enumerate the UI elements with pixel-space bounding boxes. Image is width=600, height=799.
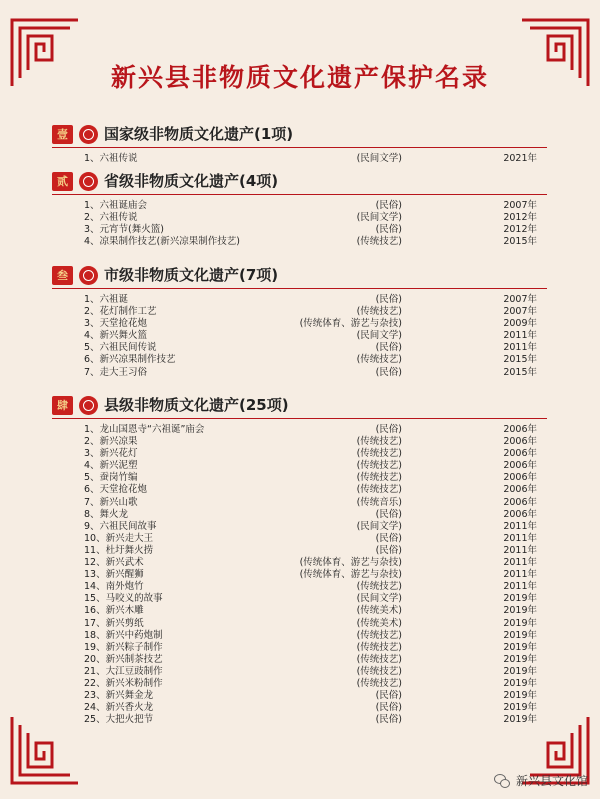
item-category: (民间文学) (356, 153, 402, 164)
item-category: (传统技艺) (356, 665, 402, 677)
item-name: 19、新兴粽子制作 (84, 641, 163, 653)
item-year: 2006年 (503, 508, 537, 520)
list-item (52, 702, 547, 714)
item-name: 2、花灯制作工艺 (84, 306, 157, 318)
list-item (52, 306, 547, 318)
item-category: (民俗) (375, 224, 402, 236)
item-category: (传统体育、游艺与杂技) (299, 569, 402, 581)
item-name: 8、舞火龙 (84, 508, 129, 520)
heritage-logo-icon (79, 172, 98, 191)
item-category: (传统技艺) (356, 436, 402, 448)
list-item (52, 330, 547, 342)
item-name: 1、龙山国恩寺“六祖诞”庙会 (84, 424, 205, 435)
item-name: 6、新兴凉果制作技艺 (84, 354, 176, 366)
item-category: (传统音乐) (356, 496, 402, 508)
item-category: (民俗) (375, 532, 402, 544)
list-item (52, 497, 547, 509)
item-category: (民俗) (375, 294, 402, 305)
item-year: 2006年 (503, 448, 537, 460)
item-year: 2006年 (503, 484, 537, 496)
item-name: 18、新兴中药炮制 (84, 629, 163, 641)
item-category: (传统技艺) (356, 354, 402, 366)
item-year: 2011年 (503, 557, 537, 569)
list-item (52, 294, 547, 306)
list-item (52, 354, 547, 366)
item-name: 13、新兴醒狮 (84, 569, 144, 581)
item-category: (民俗) (375, 342, 402, 354)
item-list (52, 153, 547, 165)
item-year: 2019年 (503, 629, 537, 641)
item-category: (传统技艺) (356, 677, 402, 689)
item-category: (传统技艺) (356, 236, 402, 248)
item-name: 17、新兴剪纸 (84, 617, 144, 629)
item-name: 4、新兴泥塑 (84, 460, 138, 472)
item-year: 2011年 (503, 569, 537, 581)
list-item (52, 690, 547, 702)
section-header (52, 172, 547, 195)
item-year: 2007年 (503, 294, 537, 305)
item-year: 2011年 (503, 330, 537, 342)
list-item (52, 678, 547, 690)
item-year: 2019年 (503, 665, 537, 677)
item-name: 3、元宵节(舞火篮) (84, 224, 164, 236)
item-category: (传统技艺) (356, 581, 402, 593)
item-year: 2015年 (503, 366, 537, 378)
item-category: (传统技艺) (356, 448, 402, 460)
item-name: 1、六祖传说 (84, 153, 138, 164)
item-year: 2019年 (503, 641, 537, 653)
item-year: 2012年 (503, 212, 537, 224)
item-year: 2012年 (503, 224, 537, 236)
list-item (52, 424, 547, 436)
item-name: 20、新兴制茶技艺 (84, 653, 163, 665)
item-year: 2011年 (503, 342, 537, 354)
item-year: 2009年 (503, 318, 537, 330)
list-item (52, 557, 547, 569)
heritage-logo-icon (79, 266, 98, 285)
section-title: 市级非物质文化遗产(7项) (104, 266, 279, 284)
item-category: (民俗) (375, 366, 402, 378)
item-year: 2019年 (503, 690, 537, 702)
item-list (52, 424, 547, 726)
list-item (52, 593, 547, 605)
item-name: 14、南外炮竹 (84, 581, 144, 593)
item-category: (民间文学) (356, 593, 402, 605)
item-name: 24、新兴香火龙 (84, 702, 154, 714)
section-title: 省级非物质文化遗产(4项) (104, 172, 279, 190)
list-item (52, 472, 547, 484)
item-year: 2011年 (503, 520, 537, 532)
item-year: 2006年 (503, 496, 537, 508)
item-category: (民俗) (375, 508, 402, 520)
item-list (52, 294, 547, 379)
list-item (52, 236, 547, 248)
item-name: 7、新兴山歌 (84, 496, 138, 508)
item-year: 2019年 (503, 617, 537, 629)
item-list (52, 200, 547, 248)
list-item (52, 318, 547, 330)
item-name: 4、凉果制作技艺(新兴凉果制作技艺) (84, 236, 240, 248)
list-item (52, 605, 547, 617)
item-year: 2019年 (503, 593, 537, 605)
list-item (52, 654, 547, 666)
list-item (52, 533, 547, 545)
section-header (52, 266, 547, 289)
item-year: 2021年 (503, 153, 537, 164)
item-year: 2006年 (503, 472, 537, 484)
item-year: 2015年 (503, 236, 537, 248)
item-category: (民俗) (375, 690, 402, 702)
heritage-logo-icon (79, 396, 98, 415)
item-category: (民俗) (375, 702, 402, 714)
list-item (52, 714, 547, 726)
item-category: (传统美术) (356, 617, 402, 629)
item-category: (民俗) (375, 544, 402, 556)
list-item (52, 521, 547, 533)
item-name: 7、走大王习俗 (84, 366, 148, 378)
list-item (52, 569, 547, 581)
list-item (52, 200, 547, 212)
list-item (52, 630, 547, 642)
item-category: (传统技艺) (356, 629, 402, 641)
item-year: 2019年 (503, 677, 537, 689)
section-number-badge: 壹 (52, 125, 73, 144)
item-name: 1、六祖诞 (84, 294, 129, 305)
item-year: 2011年 (503, 581, 537, 593)
list-item (52, 342, 547, 354)
list-item (52, 460, 547, 472)
section-number-badge: 叁 (52, 266, 73, 285)
item-name: 15、马咬义的故事 (84, 593, 163, 605)
item-name: 11、杜圩舞火捞 (84, 544, 154, 556)
heritage-logo-icon (79, 125, 98, 144)
item-category: (传统技艺) (356, 653, 402, 665)
item-name: 1、六祖诞庙会 (84, 200, 148, 211)
item-year: 2011年 (503, 544, 537, 556)
list-item (52, 642, 547, 654)
wechat-icon (494, 774, 511, 788)
page-title: 新兴县非物质文化遗产保护名录 (110, 63, 489, 92)
item-name: 5、六祖民间传说 (84, 342, 157, 354)
item-name: 6、天堂抢花炮 (84, 484, 148, 496)
item-category: (民俗) (375, 714, 402, 726)
list-item (52, 618, 547, 630)
item-name: 10、新兴走大王 (84, 532, 154, 544)
item-category: (传统体育、游艺与杂技) (299, 318, 402, 330)
item-year: 2011年 (503, 532, 537, 544)
section-number-badge: 贰 (52, 172, 73, 191)
item-year: 2019年 (503, 714, 537, 726)
item-category: (民间文学) (356, 212, 402, 224)
item-year: 2007年 (503, 200, 537, 211)
item-category: (民间文学) (356, 330, 402, 342)
list-item (52, 224, 547, 236)
item-category: (传统技艺) (356, 484, 402, 496)
item-name: 9、六祖民间故事 (84, 520, 157, 532)
item-name: 2、新兴凉果 (84, 436, 138, 448)
list-item (52, 581, 547, 593)
item-name: 4、新兴舞火篮 (84, 330, 148, 342)
heritage-section (52, 125, 547, 165)
item-category: (传统体育、游艺与杂技) (299, 557, 402, 569)
item-year: 2006年 (503, 424, 537, 435)
item-category: (传统技艺) (356, 641, 402, 653)
heritage-section (52, 396, 547, 726)
list-item (52, 545, 547, 557)
item-category: (传统技艺) (356, 472, 402, 484)
item-year: 2015年 (503, 354, 537, 366)
section-number-badge: 肆 (52, 396, 73, 415)
section-header (52, 125, 547, 148)
item-name: 16、新兴木雕 (84, 605, 144, 617)
item-name: 22、新兴米粉制作 (84, 677, 163, 689)
heritage-section (52, 266, 547, 379)
item-name: 5、蚕岗竹编 (84, 472, 138, 484)
footer-watermark (494, 772, 588, 789)
item-category: (传统技艺) (356, 460, 402, 472)
list-item (52, 367, 547, 379)
item-year: 2019年 (503, 653, 537, 665)
item-category: (民间文学) (356, 520, 402, 532)
item-year: 2007年 (503, 306, 537, 318)
list-item (52, 509, 547, 521)
list-item (52, 436, 547, 448)
item-name: 3、新兴花灯 (84, 448, 138, 460)
section-header (52, 396, 547, 419)
item-category: (民俗) (375, 200, 402, 211)
heritage-section (52, 172, 547, 248)
list-item (52, 153, 547, 165)
item-year: 2019年 (503, 702, 537, 714)
list-item (52, 212, 547, 224)
item-category: (民俗) (375, 424, 402, 435)
section-title: 国家级非物质文化遗产(1项) (104, 125, 294, 143)
list-item (52, 484, 547, 496)
list-item (52, 448, 547, 460)
item-year: 2019年 (503, 605, 537, 617)
item-name: 12、新兴武术 (84, 557, 144, 569)
item-category: (传统美术) (356, 605, 402, 617)
item-year: 2006年 (503, 460, 537, 472)
list-item (52, 666, 547, 678)
footer-text: 新兴县文化馆 (515, 774, 588, 788)
section-title: 县级非物质文化遗产(25项) (104, 396, 289, 414)
item-name: 2、六祖传说 (84, 212, 138, 224)
item-name: 21、大江豆豉制作 (84, 665, 163, 677)
item-name: 23、新兴舞金龙 (84, 690, 154, 702)
item-year: 2006年 (503, 436, 537, 448)
item-name: 3、天堂抢花炮 (84, 318, 148, 330)
item-category: (传统技艺) (356, 306, 402, 318)
item-name: 25、大把火把节 (84, 714, 154, 726)
